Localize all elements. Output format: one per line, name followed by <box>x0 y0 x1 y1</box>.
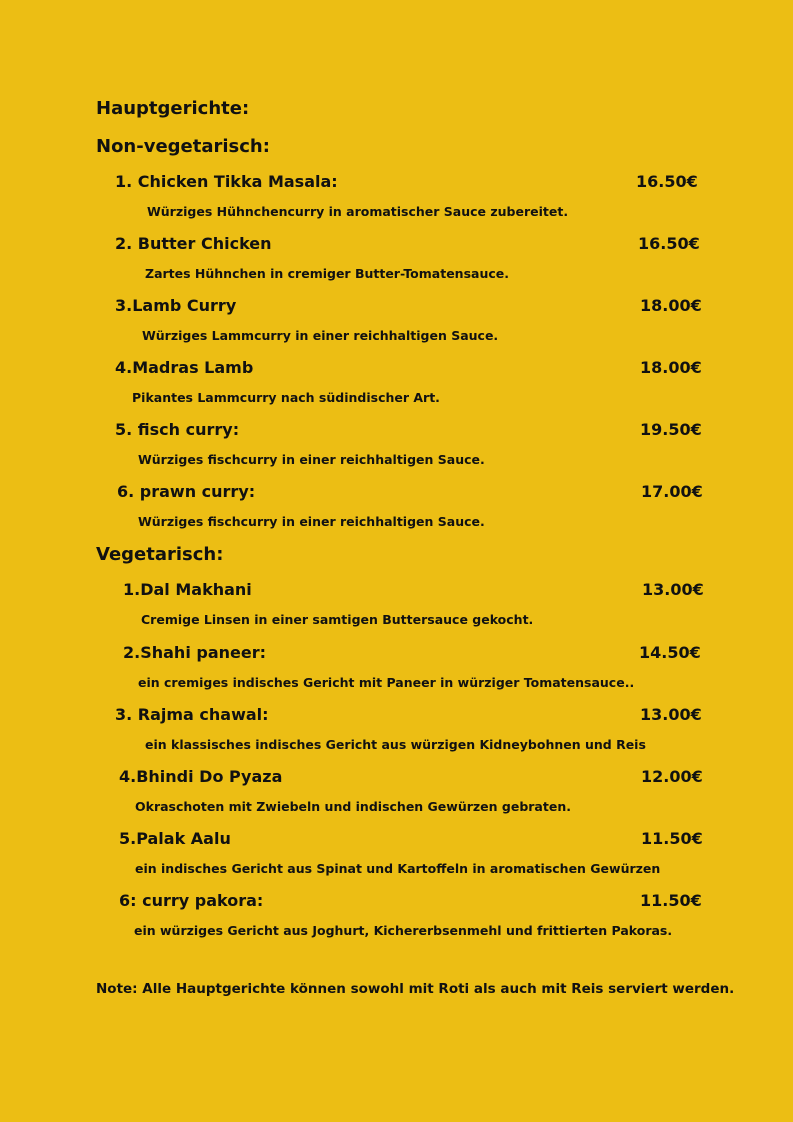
dish-price: 14.50€ <box>639 643 701 662</box>
dish-price: 11.50€ <box>640 891 702 910</box>
dish-name: 5.Palak Aalu <box>119 829 231 848</box>
dish-description: ein würziges Gericht aus Joghurt, Kichererbsenmehl und frittierten Pakoras. <box>134 923 673 938</box>
veg-title: Vegetarisch: <box>96 544 224 565</box>
dish-description: ein klassisches indisches Gericht aus würzigen Kidneybohnen und Reis <box>145 737 646 752</box>
dish-description: Okraschoten mit Zwiebeln und indischen Gewürzen gebraten. <box>135 799 571 814</box>
dish-description: Zartes Hühnchen in cremiger Butter-Tomatensauce. <box>145 266 509 281</box>
dish-description: Würziges fischcurry in einer reichhaltigen Sauce. <box>138 452 485 467</box>
dish-price: 12.00€ <box>641 767 703 786</box>
dish-price: 13.00€ <box>640 705 702 724</box>
dish-price: 13.00€ <box>642 580 704 599</box>
dish-name: 3. Rajma chawal: <box>115 705 269 724</box>
dish-price: 11.50€ <box>641 829 703 848</box>
dish-description: Pikantes Lammcurry nach südindischer Art. <box>132 390 440 405</box>
dish-name: 4.Bhindi Do Pyaza <box>119 767 283 786</box>
dish-name: 4.Madras Lamb <box>115 358 254 377</box>
dish-price: 18.00€ <box>640 296 702 315</box>
dish-description: ein cremiges indisches Gericht mit Paneer in würziger Tomatensauce.. <box>138 675 635 690</box>
dish-name: 2.Shahi paneer: <box>123 643 266 662</box>
dish-description: Cremige Linsen in einer samtigen Buttersauce gekocht. <box>141 612 534 627</box>
dish-price: 18.00€ <box>640 358 702 377</box>
dish-description: ein indisches Gericht aus Spinat und Kartoffeln in aromatischen Gewürzen <box>135 861 661 876</box>
dish-price: 17.00€ <box>641 482 703 501</box>
dish-price: 16.50€ <box>638 234 700 253</box>
dish-name: 5. fisch curry: <box>115 420 240 439</box>
non-veg-title: Non-vegetarisch: <box>96 136 270 157</box>
dish-description: Würziges Lammcurry in einer reichhaltigen Sauce. <box>142 328 499 343</box>
dish-name: 1.Dal Makhani <box>123 580 252 599</box>
dish-name: 6: curry pakora: <box>119 891 264 910</box>
dish-price: 19.50€ <box>640 420 702 439</box>
dish-name: 6. prawn curry: <box>117 482 256 501</box>
menu-title: Hauptgerichte: <box>96 98 250 119</box>
dish-name: 2. Butter Chicken <box>115 234 272 253</box>
dish-price: 16.50€ <box>636 172 698 191</box>
dish-name: 3.Lamb Curry <box>115 296 237 315</box>
dish-name: 1. Chicken Tikka Masala: <box>115 172 338 191</box>
menu-note: Note: Alle Hauptgerichte können sowohl mit Roti als auch mit Reis serviert werden. <box>96 981 735 997</box>
dish-description: Würziges Hühnchencurry in aromatischer Sauce zubereitet. <box>147 204 569 219</box>
dish-description: Würziges fischcurry in einer reichhaltigen Sauce. <box>138 514 485 529</box>
